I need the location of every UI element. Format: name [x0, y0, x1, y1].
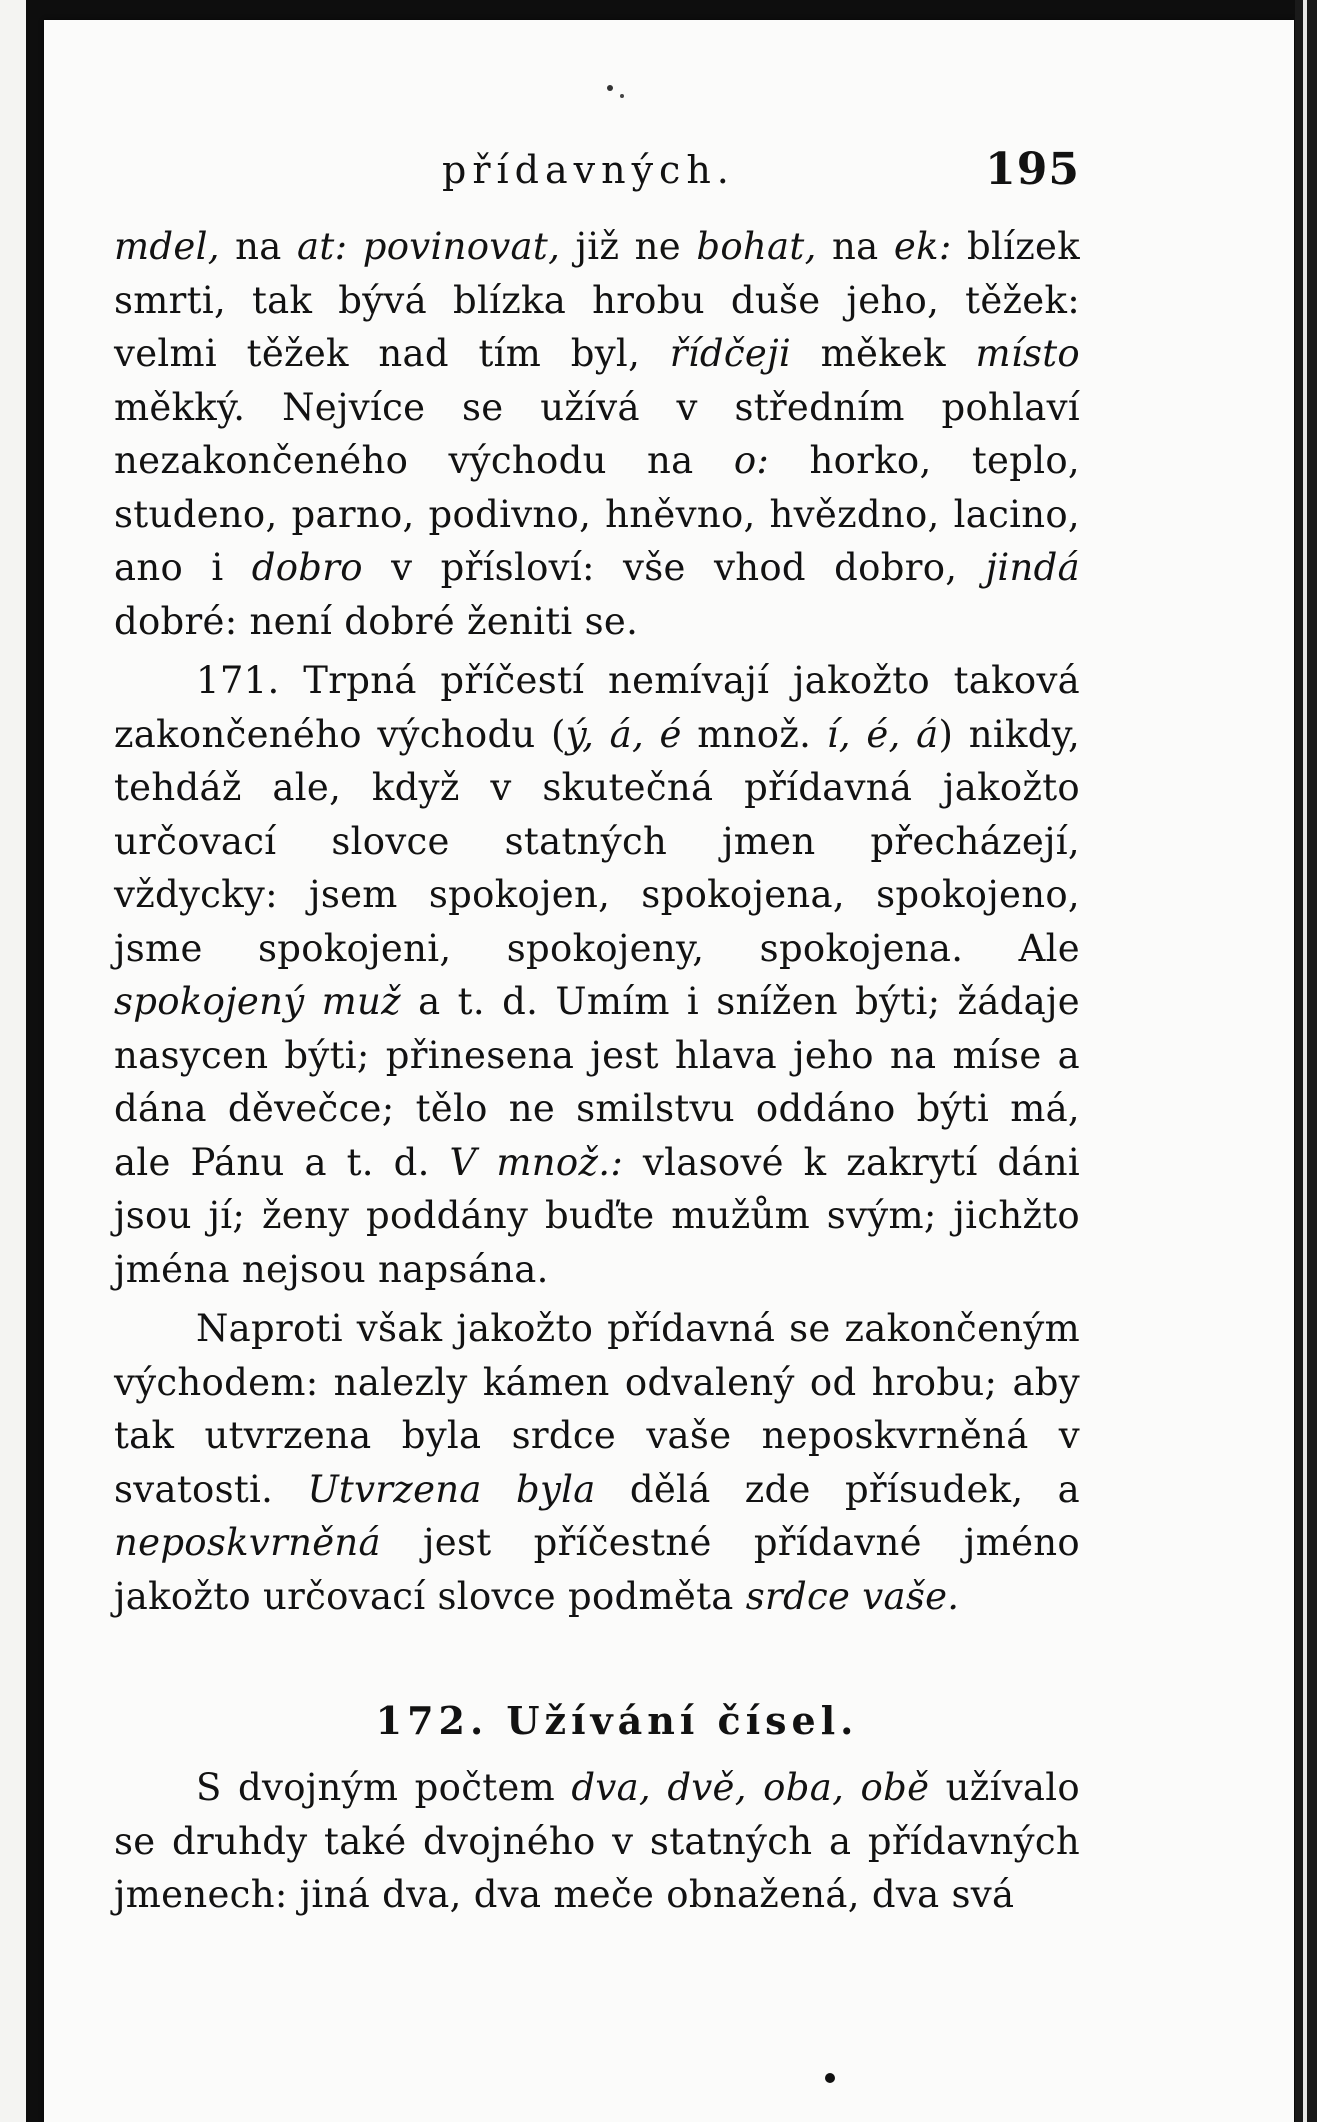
text-run: vlasové k zakrytí dáni jsou jí; ženy poddány buďte mužům svým; jichžto jména nejsou napsána. — [114, 1140, 1080, 1291]
italic-term: í, é, á — [826, 712, 939, 756]
italic-term: bohat, — [696, 225, 817, 268]
italic-term: místo — [975, 332, 1080, 375]
italic-term: o: — [733, 439, 770, 482]
italic-term: Utvrzena byla — [307, 1467, 596, 1511]
italic-term: řídčeji — [669, 332, 791, 375]
text-run: v přísloví: vše vhod dobro, — [362, 546, 986, 589]
text-run: na — [816, 225, 894, 268]
italic-term: srdce vaše. — [745, 1574, 960, 1618]
page-number: 195 — [985, 144, 1080, 195]
paragraph-171 — [114, 654, 1080, 1296]
text-run: ) nikdy, tehdáž ale, když v skutečná přídavná jakožto určovací slovce statných jmen přecházejí, vždycky: jsem spokojen, spokojena, spokojeno, jsme spokojeni, spokojeny, spokojena. Ale — [114, 712, 1081, 970]
text-run: na — [219, 225, 298, 268]
paragraph-172 — [114, 1761, 1080, 1922]
italic-term: V množ.: — [449, 1140, 624, 1184]
italic-term: mdel, — [114, 225, 220, 268]
text-run: jest příčestné přídavné jméno jakožto určovací slovce podměta — [114, 1521, 1080, 1618]
italic-term: ek: — [893, 225, 952, 268]
text-run: horko, teplo, studeno, parno, podivno, hněvno, hvězdno, lacino, ano i — [114, 439, 1080, 589]
text-run: měkký. Nejvíce se užívá v středním pohlaví nezakončeného východu na — [114, 385, 1080, 482]
italic-term: dobro — [251, 546, 363, 589]
text-run: dělá zde přísudek, a — [595, 1467, 1080, 1511]
page-header — [114, 144, 1080, 208]
text-run: množ. — [681, 712, 827, 756]
italic-term: dva, dvě, oba, obě — [571, 1766, 930, 1809]
text-run: S dvojným počtem — [196, 1766, 572, 1809]
page-content — [114, 144, 1081, 1922]
previous-page-edge — [0, 0, 26, 2122]
text-run: Naproti však jakožto přídavná se zakončeným východem: nalezly kámen odvalený od hrobu; aby tak utvrzena byla srdce vaše neposkvrněná v svatosti. — [114, 1307, 1080, 1511]
text-run: a t. d. Umím i snížen býti; žádaje nasycen býti; přinesena jest hlava jeho na míse a dána děvečce; tělo ne smilstvu oddáno býti má, ale Pánu a t. d. — [114, 980, 1080, 1184]
text-run: dobré: není dobré ženiti se. — [114, 599, 639, 643]
italic-term: neposkvrněná — [114, 1521, 381, 1564]
italic-term: at: povinovat, — [297, 225, 561, 268]
italic-term: spokojený muž — [114, 980, 401, 1023]
text-run: měkek — [790, 332, 976, 375]
section-gap — [114, 1623, 1080, 1693]
italic-term: ý, á, é — [565, 712, 682, 756]
page-edge-line — [1303, 0, 1307, 2122]
text-run: blízek smrti, tak bývá blízka hrobu duše jeho, těžek: velmi těžek nad tím byl, — [114, 225, 1080, 375]
italic-term: jindá — [985, 546, 1080, 589]
paragraph-naproti — [114, 1302, 1080, 1623]
paragraph-continuation — [114, 220, 1080, 648]
text-run: již ne — [560, 225, 697, 268]
text-run: užívalo se druhdy také dvojného v statných a přídavných jmenech: jiná dva, dva meče obnažená, dva svá — [114, 1766, 1081, 1916]
text-run: 171. Trpná příčestí nemívají jakožto taková zakončeného východu ( — [114, 659, 1080, 756]
running-head: přídavných. — [442, 148, 735, 192]
section-heading-172: 172. Užívání čísel. — [375, 1698, 859, 1743]
